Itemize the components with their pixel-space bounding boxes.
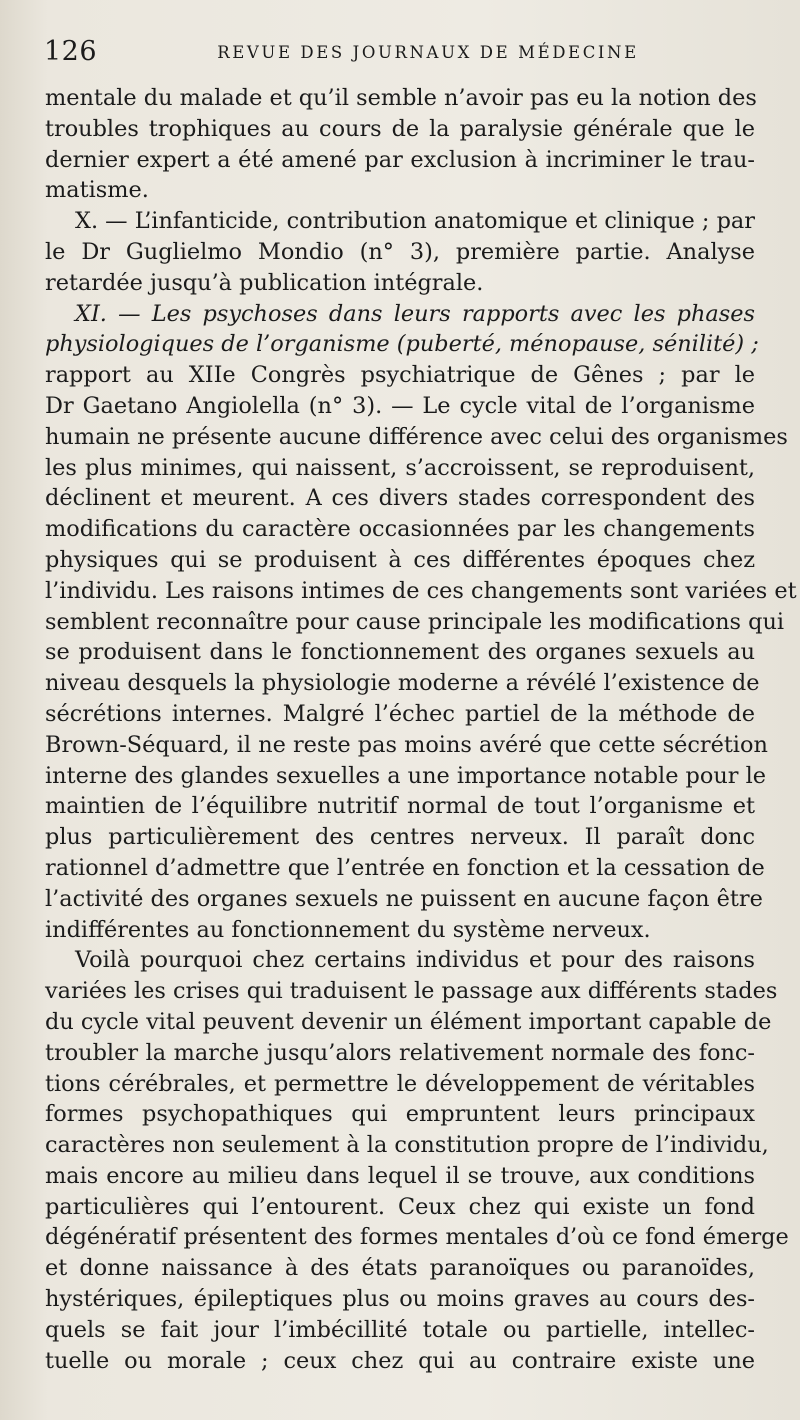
text-line: sécrétions internes. Malgré l’échec partiel de la méthode de	[45, 700, 755, 727]
text-line: quels se fait jour l’imbécillité totale ou partielle, intellec-	[45, 1316, 755, 1343]
text-line: mentale du malade et qu’il semble n’avoir pas eu la notion des	[45, 85, 757, 111]
text-line: hystériques, épileptiques plus ou moins graves au cours des-	[45, 1286, 755, 1313]
text-line: modifications du caractère occasionnées par les changements	[45, 516, 755, 543]
text-line: mais encore au milieu dans lequel il se trouve, aux conditions	[45, 1162, 755, 1189]
text-line: variées les crises qui traduisent le passage aux différents stades	[45, 978, 778, 1005]
text-line: rapport au XIIe Congrès psychiatrique de Gênes ; par le	[45, 362, 755, 389]
text-line: dernier expert a été amené par exclusion à incriminer le trau-	[45, 146, 755, 173]
text-line: formes psychopathiques qui empruntent leurs principaux	[45, 1101, 755, 1128]
text-line: troubles trophiques au cours de la paralysie générale que le	[45, 115, 755, 142]
paragraph-start: Voilà pourquoi chez certains individus et pour des raisons	[75, 947, 755, 974]
text-line: caractères non seulement à la constitution propre de l’individu,	[45, 1132, 769, 1159]
text-line: plus particulièrement des centres nerveux. Il paraît donc	[45, 824, 755, 851]
text-line: du cycle vital peuvent devenir un élément important capable de	[45, 1008, 772, 1035]
body-text	[45, 83, 797, 1376]
text-line: interne des glandes sexuelles a une importance notable pour le	[45, 762, 767, 789]
text-line: tions cérébrales, et permettre le développement de véritables	[45, 1070, 755, 1097]
running-head	[44, 32, 756, 72]
text-line: humain ne présente aucune différence avec celui des organismes	[45, 423, 788, 450]
journal-title: REVUE DES JOURNAUX DE MÉDECINE	[217, 43, 639, 62]
text-line: physiques qui se produisent à ces différentes époques chez	[45, 546, 755, 573]
text-line: Dr Gaetano Angiolella (n° 3). — Le cycle vital de l’organisme	[45, 392, 755, 419]
text-line: niveau desquels la physiologie moderne a révélé l’existence de	[45, 670, 760, 697]
text-line: particulières qui l’entourent. Ceux chez qui existe un fond	[45, 1193, 755, 1220]
text-line: maintien de l’équilibre nutritif normal de tout l’organisme et	[45, 793, 755, 820]
text-line: indifférentes au fonctionnement du système nerveux.	[45, 916, 651, 943]
text-line: semblent reconnaître pour cause principale les modifications qui	[45, 608, 785, 635]
text-line: physiologiques de l’organisme (puberté, ménopause, sénilité) ;	[45, 331, 759, 358]
text-line: déclinent et meurent. A ces divers stades correspondent des	[45, 485, 755, 512]
section-heading-xi: XI. — Les psychoses dans leurs rapports avec les phases	[75, 300, 755, 327]
page-number: 126	[44, 36, 98, 67]
text-line: se produisent dans le fonctionnement des organes sexuels au	[45, 639, 755, 666]
section-heading-x: X. — L’infanticide, contribution anatomique et clinique ; par	[75, 208, 755, 235]
text-line: les plus minimes, qui naissent, s’accroissent, se reproduisent,	[45, 454, 755, 481]
text-line: matisme.	[45, 177, 149, 204]
text-line: tuelle ou morale ; ceux chez qui au contraire existe une	[45, 1347, 755, 1374]
text-line: troubler la marche jusqu’alors relativement normale des fonc-	[45, 1039, 755, 1066]
text-line: le Dr Guglielmo Mondio (n° 3), première partie. Analyse	[45, 238, 755, 265]
text-line: Brown-Séquard, il ne reste pas moins avéré que cette sécrétion	[45, 731, 768, 758]
text-line: rationnel d’admettre que l’entrée en fonction et la cessation de	[45, 854, 765, 881]
text-line: dégénératif présentent des formes mentales d’où ce fond émerge	[45, 1224, 789, 1251]
text-line: l’activité des organes sexuels ne puissent en aucune façon être	[45, 885, 763, 912]
text-line: l’individu. Les raisons intimes de ces changements sont variées et	[45, 577, 797, 604]
text-line: retardée jusqu’à publication intégrale.	[45, 269, 484, 296]
text-line: et donne naissance à des états paranoïques ou paranoïdes,	[45, 1255, 755, 1282]
